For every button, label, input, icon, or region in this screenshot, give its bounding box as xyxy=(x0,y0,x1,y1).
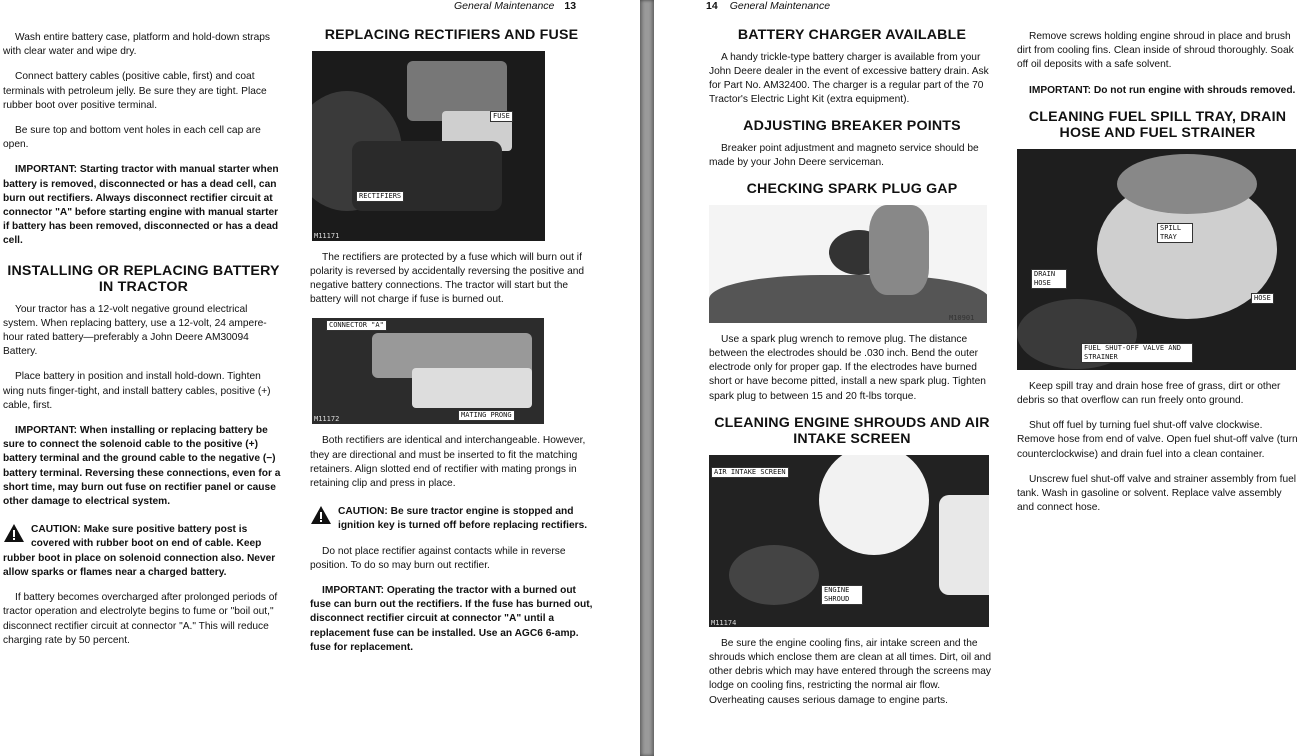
running-header xyxy=(706,0,830,12)
spill-tray-label: SPILL TRAY xyxy=(1157,223,1193,243)
section-heading: REPLACING RECTIFIERS AND FUSE xyxy=(324,27,579,43)
spark-plug-photo xyxy=(709,205,987,323)
paragraph: Breaker point adjustment and magneto service should be made by your John Deere serviceman. xyxy=(709,142,979,169)
section-heading: INSTALLING OR REPLACING BATTERY IN TRACTOR xyxy=(7,262,280,296)
figure-number: M11171 xyxy=(314,231,340,240)
page-13 xyxy=(0,0,640,756)
paragraph: Wash entire battery case, platform and hold-down straps with clear water and wipe dry. xyxy=(3,32,271,58)
section-heading: ADJUSTING BREAKER POINTS xyxy=(743,118,961,135)
header-title: General Maintenance xyxy=(729,0,831,12)
paragraph: Connect battery cables (positive cable, first) and coat terminals with petroleum jelly. Be sure they are tight. Place rubber boot over positive terminal. xyxy=(3,71,267,111)
warning-triangle-icon xyxy=(310,505,332,525)
rectifiers-label: RECTIFIERS xyxy=(356,191,404,202)
running-header xyxy=(454,0,576,12)
caution-text: CAUTION: Be sure tractor engine is stopped and ignition key is turned off before replacing rectifiers. xyxy=(338,506,588,532)
fuse-label: FUSE xyxy=(490,111,513,122)
caution-note xyxy=(310,505,593,533)
fuel-system-photo xyxy=(1017,149,1296,370)
mating-prong-label: MATING PRONG xyxy=(458,410,515,421)
section-heading: BATTERY CHARGER AVAILABLE xyxy=(737,27,967,43)
paragraph: Be sure the engine cooling fins, air intake screen and the shrouds which enclose them are clean at all times. Dirt, oil and other debris which may have entered through the screens may lodge on cooling fins, restricting the normal air flow. Overheating causes serious damage to engine parts. xyxy=(709,637,992,706)
connector-label: CONNECTOR "A" xyxy=(326,320,387,331)
page-gutter xyxy=(640,0,654,756)
fuel-valve-label: FUEL SHUT-OFF VALVE AND STRAINER xyxy=(1081,343,1193,363)
figure-number: M11172 xyxy=(314,415,340,424)
figure-number: M10901 xyxy=(949,313,975,322)
page-number: 13 xyxy=(564,0,577,12)
figure-number: M11174 xyxy=(711,618,737,627)
section-heading: CHECKING SPARK PLUG GAP xyxy=(746,181,958,198)
caution-text: CAUTION: Make sure positive battery post is covered with rubber boot on end of cable. Keep rubber boot in place on solenoid connection also. Never allow sparks or flames near a charged battery. xyxy=(3,524,276,578)
section-heading: CLEANING FUEL SPILL TRAY, DRAIN HOSE AND FUEL STRAINER xyxy=(1028,108,1287,142)
important-note: IMPORTANT: Operating the tractor with a burned out fuse can burn out the rectifiers. If the fuse has burned out, disconnect rectifier circuit at connector "A" until a replacement fuse can be installed. Use an AGC6 6-amp. fuse for replacement. xyxy=(310,584,593,653)
paragraph: Shut off fuel by turning fuel shut-off valve clockwise. Remove hose from end of valve. Open fuel shut-off valve (turn counterclockwise) and drain fuel into a clean container. xyxy=(1017,420,1298,460)
drain-hose-label: DRAIN HOSE xyxy=(1031,269,1067,289)
paragraph: Your tractor has a 12-volt negative ground electrical system. When replacing battery, use a 12-volt, 24 ampere-hour rated battery—preferably a John Deere AM30094 Battery. xyxy=(3,303,267,358)
important-note: IMPORTANT: When installing or replacing battery be sure to connect the solenoid cable to the positive (+) battery terminal and the ground cable to the negative (−) battery terminal. Reversing these connections, even for a short time, may burn out fuse on rectifier panel or cause other damage to electrical system. xyxy=(3,425,281,508)
paragraph: Be sure top and bottom vent holes in each cell cap are open. xyxy=(3,125,261,151)
caution-note xyxy=(3,523,284,580)
paragraph: If battery becomes overcharged after prolonged periods of tractor operation and electrolyte begins to fume or "boil out," disconnect rectifier circuit at connector "A." This will reduce charging rate by 50 percent. xyxy=(3,592,278,646)
section-heading: CLEANING ENGINE SHROUDS AND AIR INTAKE SCREEN xyxy=(714,414,990,448)
left-column xyxy=(709,27,995,719)
connector-photo xyxy=(312,318,544,424)
paragraph: The rectifiers are protected by a fuse which will burn out if polarity is reversed by accidentally reversing the positive and negative battery connections. The tractor will start but the battery will not charge if fuse is burned out. xyxy=(310,251,585,306)
important-note: IMPORTANT: Do not run engine with shrouds removed. xyxy=(1029,84,1296,96)
left-column xyxy=(3,31,284,659)
header-title: General Maintenance xyxy=(454,0,555,12)
paragraph: Remove screws holding engine shroud in place and brush dirt from cooling fins. Clean inside of shroud thoroughly. Soak off oil deposits with a safe solvent. xyxy=(1017,31,1294,71)
paragraph: Keep spill tray and drain hose free of grass, dirt or other debris so that overflow can run freely onto ground. xyxy=(1017,380,1281,407)
page-14 xyxy=(654,0,1304,756)
engine-shroud-label: ENGINE SHROUD xyxy=(821,585,863,605)
paragraph: Place battery in position and install hold-down. Tighten wing nuts finger-tight, and install battery cables, positive (+) cable, first. xyxy=(3,371,271,411)
page-number: 14 xyxy=(706,0,718,12)
warning-triangle-icon xyxy=(3,523,25,543)
paragraph: Use a spark plug wrench to remove plug. The distance between the electrodes should be .030 inch. Bend the outer electrode only for proper gap. If the electrodes have burned short or have become pitted, install a new spark plug. Tighten spark plug to between 15 and 20 ft-lbs torque. xyxy=(709,333,986,402)
engine-shroud-photo xyxy=(709,455,989,627)
rectifier-photo xyxy=(312,51,545,241)
air-intake-screen-label: AIR INTAKE SCREEN xyxy=(711,467,789,478)
right-column xyxy=(1017,30,1298,526)
paragraph: Do not place rectifier against contacts while in reverse position. To do so may burn out rectifier. xyxy=(310,545,566,571)
paragraph: Unscrew fuel shut-off valve and strainer assembly from fuel tank. Wash in gasoline or solvent. Replace valve assembly and connect hose. xyxy=(1017,473,1297,514)
paragraph: Both rectifiers are identical and interchangeable. However, they are directional and must be inserted to fit the matching retainers. Align slotted end of rectifier with mating prongs in retaining clip and press in place. xyxy=(310,435,586,489)
right-column xyxy=(310,27,593,666)
important-note: IMPORTANT: Starting tractor with manual starter when battery is removed, disconnected or has a dead cell, can burn out rectifiers. Always disconnect rectifier circuit at connector "A" before starting engine with manual starter if battery has been removed, disconnected or has a dead cell. xyxy=(3,164,279,247)
paragraph: A handy trickle-type battery charger is available from your John Deere dealer in the event of excessive battery drain. Ask for Part No. AM32400. The charger is a regular part of the 70 Tractor's Electric Light Kit (extra equipment). xyxy=(709,51,989,106)
hose-label: HOSE xyxy=(1251,293,1274,304)
